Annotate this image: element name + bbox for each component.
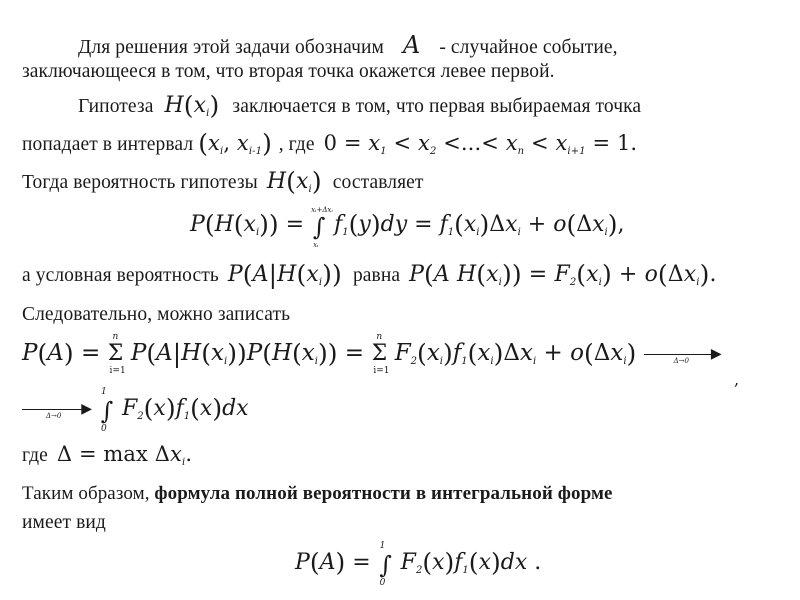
sum-sign: Σ n i=1 xyxy=(371,332,390,376)
text: Таким образом, xyxy=(22,483,150,504)
paragraph-7-line-2 xyxy=(22,511,106,535)
text: Для решения этой задачи обозначим xyxy=(78,37,384,58)
conditional-probability-expression: $P(A|H(x_i))$ xyxy=(227,260,342,289)
conditional-probability-value: P(A $H(x_i)) = F_2(x_i) + o(\Delta x_i)$. xyxy=(409,260,717,289)
integral-sign: ∫ 1 0 xyxy=(379,541,392,588)
paragraph-2-line-1 xyxy=(78,91,642,126)
sum-sign: Σ n i=1 xyxy=(107,332,126,376)
integral-sign: ∫ xᵢ+Δxᵢ xᵢ xyxy=(311,206,333,249)
limit-arrow: ▶ Δ→0 xyxy=(644,344,722,364)
text: Тогда вероятность гипотезы xyxy=(22,172,258,193)
paragraph-7-line-1 xyxy=(22,482,613,506)
paragraph-1-line-2 xyxy=(22,60,555,84)
text: где xyxy=(22,445,48,466)
text: заключающееся в том, что вторая точка окажется левее первой. xyxy=(22,61,555,82)
text: имеет вид xyxy=(22,512,106,533)
text: Следовательно, можно записать xyxy=(22,304,291,325)
formula-hypothesis-probability: $P(H(x_i))$ = ∫ xᵢ+Δxᵢ xᵢ $f_1(y)dy = f_1(x_i)\Delta x_i + o(\Delta x_i)$, xyxy=(190,206,625,249)
formula-limit-integral: ▶ Δ→0 ∫ 1 0 $F_2(x)f_1(x)dx$ xyxy=(22,394,249,432)
limit-arrow: ▶ Δ→0 xyxy=(22,399,92,419)
hypothesis-expression: $H(x_i)$ xyxy=(266,167,322,196)
interval-expression: ($x_i$, $x_{i-1}$) xyxy=(198,129,272,158)
delta-definition: $\Delta = \max \Delta x_i$. xyxy=(56,442,193,468)
text: заключается в том, что первая выбираемая точка xyxy=(232,96,642,117)
text: Гипотеза xyxy=(78,96,154,117)
text: равна xyxy=(352,265,401,286)
hypothesis-expression: $H(x_i)$ xyxy=(164,91,220,120)
text: а условная вероятность xyxy=(22,265,219,286)
integral-sign: ∫ 1 0 xyxy=(100,387,114,434)
paragraph-4 xyxy=(22,260,717,295)
text: - случайное событие, xyxy=(439,37,618,58)
paragraph-3 xyxy=(22,167,424,202)
text: составляет xyxy=(332,172,424,193)
paragraph-6 xyxy=(22,442,192,475)
text: попадает в интервал xyxy=(22,134,194,155)
paragraph-1-line-1 xyxy=(78,33,790,60)
formula-total-probability-integral: P(A) = ∫ 1 0 $F_2(x)f_1(x)dx$ . xyxy=(295,541,542,588)
text: , где xyxy=(278,134,315,155)
trailing-comma: , xyxy=(734,370,740,389)
formula-total-probability-sum: P(A) = Σ n i=1 $P(A|H(x_i))P(H(x_i)) = \Sigma$ n i=1 $F_2(x_i)f_1(x_i)\Delta x_i + o(\Delta x_i)$ ▶ Δ→0 xyxy=(22,332,722,376)
paragraph-2-line-2 xyxy=(22,131,637,164)
bold-term: формула полной вероятности в интегральной форме xyxy=(154,483,613,504)
variable-a: A xyxy=(402,31,421,59)
ordering-expression: $0 = x_1 < x_2$ <...< $x_n < x_{i+1} = 1$. xyxy=(323,131,638,157)
paragraph-5 xyxy=(22,303,290,327)
